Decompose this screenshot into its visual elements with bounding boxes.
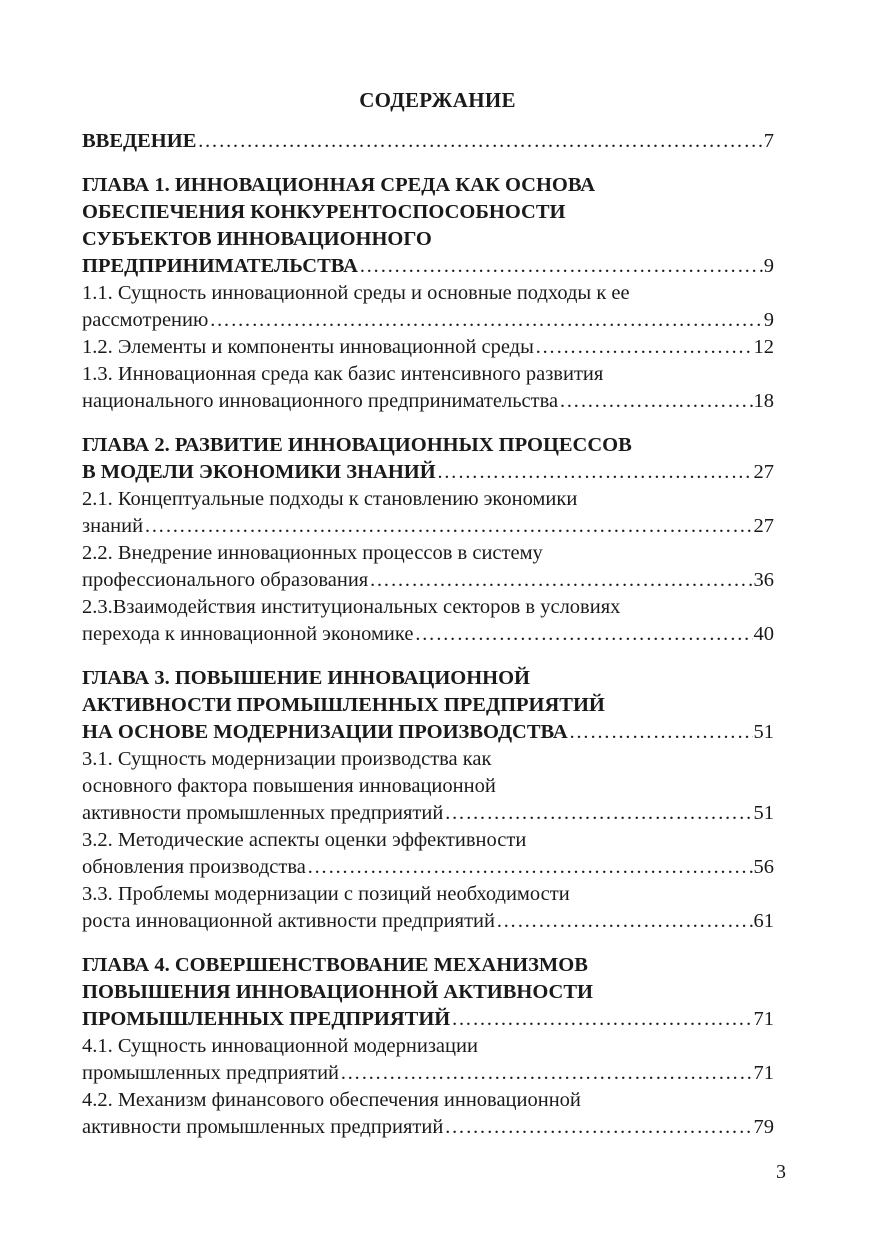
toc-entry-line: АКТИВНОСТИ ПРОМЫШЛЕННЫХ ПРЕДПРИЯТИЙ <box>82 694 605 716</box>
dot-leader <box>535 334 753 361</box>
toc-entry-line: 3.3. Проблемы модернизации с позиций необходимости <box>82 883 570 905</box>
toc-section-entry <box>82 334 774 361</box>
toc-page-number: 61 <box>753 910 774 932</box>
toc-page-number: 18 <box>753 390 774 412</box>
toc-section-entry <box>82 594 774 648</box>
toc-page-number: 36 <box>753 569 774 591</box>
toc-entry-title: 1.2. Элементы и компоненты инновационной среды <box>82 336 534 358</box>
toc-section-entry <box>82 827 774 881</box>
toc-entry-line: ПОВЫШЕНИЯ ИННОВАЦИОННОЙ АКТИВНОСТИ <box>82 981 593 1003</box>
toc-entry-final-line <box>82 567 774 594</box>
toc-entry-final-line <box>82 1060 774 1087</box>
dot-leader <box>569 719 753 746</box>
toc-page-number: 71 <box>753 1008 774 1030</box>
dot-leader <box>144 513 752 540</box>
toc-section-entry <box>82 486 774 540</box>
toc-entry-line: ОБЕСПЕЧЕНИЯ КОНКУРЕНТОСПОСОБНОСТИ <box>82 201 566 223</box>
toc-entry-final-line <box>82 513 774 540</box>
toc-chapter-entry <box>82 128 774 155</box>
toc-entry-final-line <box>82 334 774 361</box>
dot-leader <box>559 388 752 415</box>
toc-entry-line: 3.2. Методические аспекты оценки эффективности <box>82 829 527 851</box>
toc-entry-title: ВВЕДЕНИЕ <box>82 130 197 152</box>
toc-entry-line: 1.1. Сущность инновационной среды и основные подходы к ее <box>82 282 630 304</box>
toc-entry-final-line <box>82 621 774 648</box>
dot-leader <box>444 800 752 827</box>
dot-leader <box>414 621 752 648</box>
toc-entry-final-line <box>82 307 774 334</box>
toc-section-entry <box>82 1033 774 1087</box>
toc-section-entry <box>82 540 774 594</box>
toc-page-number: 79 <box>753 1116 774 1138</box>
toc-entry-title: В МОДЕЛИ ЭКОНОМИКИ ЗНАНИЙ <box>82 461 436 483</box>
dot-leader <box>197 128 762 155</box>
toc-entry-title: активности промышленных предприятий <box>82 802 444 824</box>
toc-entry-final-line <box>82 253 774 280</box>
toc-chapter-entry <box>82 952 774 1033</box>
toc-page-number: 56 <box>753 856 774 878</box>
page-number: 3 <box>776 1161 786 1183</box>
toc-section-entry <box>82 280 774 334</box>
dot-leader <box>451 1006 752 1033</box>
toc-entry-title: активности промышленных предприятий <box>82 1116 444 1138</box>
toc-entry-final-line <box>82 719 774 746</box>
toc-page-number: 12 <box>753 336 774 358</box>
toc-entry-final-line <box>82 1006 774 1033</box>
toc-chapter-entry <box>82 172 774 280</box>
toc-chapter-entry <box>82 432 774 486</box>
toc-page-number: 51 <box>753 802 774 824</box>
toc-section-entry <box>82 1087 774 1141</box>
toc-page-number: 9 <box>763 309 774 331</box>
toc-entry-title: рассмотрению <box>82 309 209 331</box>
toc-entry-line: ГЛАВА 2. РАЗВИТИЕ ИННОВАЦИОННЫХ ПРОЦЕССОВ <box>82 434 632 456</box>
toc-entry-final-line <box>82 800 774 827</box>
toc-section-entry <box>82 881 774 935</box>
toc-entry-final-line <box>82 459 774 486</box>
toc-entry-title: знаний <box>82 515 144 537</box>
toc-entry-final-line <box>82 908 774 935</box>
dot-leader <box>369 567 752 594</box>
toc-entry-line: основного фактора повышения инновационной <box>82 775 496 797</box>
toc-entry-line: ГЛАВА 3. ПОВЫШЕНИЕ ИННОВАЦИОННОЙ <box>82 667 530 689</box>
toc-entry-line: СУБЪЕКТОВ ИННОВАЦИОННОГО <box>82 228 432 250</box>
toc-entry-line: 4.1. Сущность инновационной модернизации <box>82 1035 478 1057</box>
toc-chapter-entry <box>82 665 774 746</box>
toc-title: СОДЕРЖАНИЕ <box>359 88 516 112</box>
toc-page-number: 9 <box>763 255 774 277</box>
toc-entry-line: ГЛАВА 1. ИННОВАЦИОННАЯ СРЕДА КАК ОСНОВА <box>82 174 596 196</box>
dot-leader <box>307 854 753 881</box>
toc-entry-title: роста инновационной активности предприятий <box>82 910 495 932</box>
toc-entry-title: ПРЕДПРИНИМАТЕЛЬСТВА <box>82 255 358 277</box>
toc-entry-line: 4.2. Механизм финансового обеспечения инновационной <box>82 1089 581 1111</box>
toc-page-number: 7 <box>763 130 774 152</box>
toc-entry-line: 2.3.Взаимодействия институциональных секторов в условиях <box>82 596 621 618</box>
toc-entry-title: профессионального образования <box>82 569 369 591</box>
toc-entry-title: ПРОМЫШЛЕННЫХ ПРЕДПРИЯТИЙ <box>82 1008 451 1030</box>
toc-entry-title: обновления производства <box>82 856 306 878</box>
toc-entry-line: 3.1. Сущность модернизации производства как <box>82 748 492 770</box>
dot-leader <box>496 908 753 935</box>
toc-page-number: 71 <box>753 1062 774 1084</box>
dot-leader <box>209 307 762 334</box>
dot-leader <box>359 253 763 280</box>
toc-entry-final-line <box>82 128 774 155</box>
toc-entry-final-line <box>82 1114 774 1141</box>
toc-entry-line: 2.2. Внедрение инновационных процессов в систему <box>82 542 543 564</box>
dot-leader <box>437 459 753 486</box>
toc-entry-final-line <box>82 854 774 881</box>
toc-page-number: 40 <box>753 623 774 645</box>
toc-entry-title: НА ОСНОВЕ МОДЕРНИЗАЦИИ ПРОИЗВОДСТВА <box>82 721 568 743</box>
toc-page-number: 51 <box>753 721 774 743</box>
toc-entry-line: ГЛАВА 4. СОВЕРШЕНСТВОВАНИЕ МЕХАНИЗМОВ <box>82 954 588 976</box>
toc-page-number: 27 <box>753 515 774 537</box>
toc-entry-title: промышленных предприятий <box>82 1062 340 1084</box>
table-of-contents <box>82 128 774 1141</box>
toc-section-entry <box>82 361 774 415</box>
toc-section-entry <box>82 746 774 827</box>
toc-entry-final-line <box>82 388 774 415</box>
toc-entry-line: 1.3. Инновационная среда как базис интенсивного развития <box>82 363 604 385</box>
dot-leader <box>444 1114 752 1141</box>
toc-page-number: 27 <box>753 461 774 483</box>
toc-entry-title: перехода к инновационной экономике <box>82 623 414 645</box>
toc-entry-line: 2.1. Концептуальные подходы к становлению экономики <box>82 488 578 510</box>
dot-leader <box>340 1060 752 1087</box>
toc-entry-title: национального инновационного предпринимательства <box>82 390 559 412</box>
